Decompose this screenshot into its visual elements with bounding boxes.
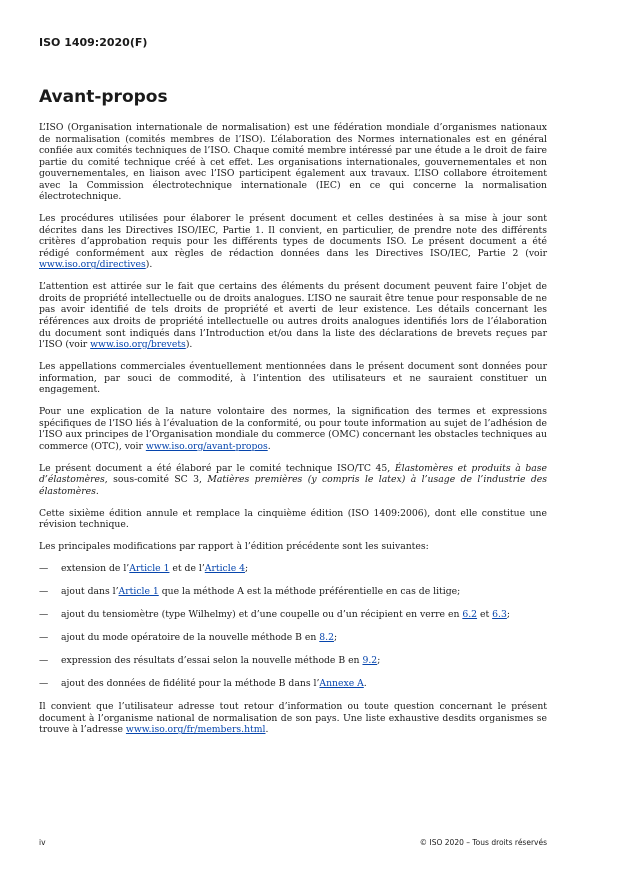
paragraph-changes-intro: Les principales modifications par rapport à l’édition précédente sont les suivantes: xyxy=(39,541,429,553)
changes-list xyxy=(39,563,547,690)
paragraph-text: Les procédures utilisées pour élaborer le présent document et celles destinées à sa mise à jour sont décrites dans les Directives ISO/IEC, Partie 1. Il convient, en particulier, de prendre note des différents critères d’approbation requis pour les différents types de documents ISO. Le présent document a été rédigé conformément aux règles de rédaction données dans les Directives ISO/IEC, Partie 2 (voir xyxy=(39,213,547,259)
article-1-link[interactable]: Article 1 xyxy=(118,586,159,598)
directives-link[interactable]: www.iso.org/directives xyxy=(39,259,146,271)
paragraph-trade-names: Les appellations commerciales éventuellement mentionnées dans le présent document sont données pour information, par souci de commodité, à l’intention des utilisateurs et ne sauraient constituer un engagement. xyxy=(39,361,547,396)
paragraph-end: ). xyxy=(185,339,193,351)
item-text: extension de l’ xyxy=(61,563,130,575)
list-dash: — xyxy=(39,632,49,644)
section-9-2-link[interactable]: 9.2 xyxy=(362,655,378,667)
item-text: et de l’ xyxy=(169,563,205,575)
paragraph-end: ). xyxy=(145,259,153,271)
paragraph-text: , sous-comité SC 3, xyxy=(104,474,208,486)
list-dash: — xyxy=(39,678,49,690)
item-text: et xyxy=(477,609,493,621)
item-text: expression des résultats d’essai selon la nouvelle méthode B en xyxy=(61,655,363,667)
committee-title: Élastomères et produits à base d’élastomères xyxy=(39,462,547,486)
paragraph-iso-intro: L’ISO (Organisation internationale de normalisation) est une fédération mondiale d’organismes nationaux de normalisation (comités membres de l’ISO). L’élaboration des Normes internationales est en général confiée aux comités techniques de l’ISO. Chaque comité membre intéressé par une étude a le droit de faire partie du comité technique créé à cet effet. Les organisations internationales, gouvernementales et non gouvernementales, en liaison avec l’ISO participent également aux travaux. L’ISO collabore étroitement avec la Commission électrotechnique internationale (IEC) en ce qui concerne la normalisation électrotechnique. xyxy=(39,122,547,203)
item-text: ; xyxy=(506,609,510,621)
item-text: ajout dans l’ xyxy=(61,586,119,598)
paragraph-end: . xyxy=(265,724,269,736)
item-text: . xyxy=(363,678,367,690)
paragraph-directives xyxy=(39,213,547,271)
item-text: que la méthode A est la méthode préférentielle en cas de litige; xyxy=(158,586,461,598)
subcommittee-title: Matières premières (y compris le latex) à l’usage de l’industrie des élastomères xyxy=(39,474,547,497)
item-text: ajout des données de fidélité pour la méthode B dans l’ xyxy=(61,678,320,690)
list-item xyxy=(39,678,547,690)
copyright-notice: © ISO 2020 – Tous droits réservés xyxy=(419,838,547,847)
list-item xyxy=(39,655,547,667)
list-item-text xyxy=(61,586,460,598)
list-item xyxy=(39,563,547,575)
article-4-link[interactable]: Article 4 xyxy=(204,563,245,575)
article-1-link[interactable]: Article 1 xyxy=(129,563,170,575)
list-item-text xyxy=(61,632,337,644)
list-item xyxy=(39,632,547,644)
list-item-text xyxy=(61,563,248,575)
item-text: ajout du mode opératoire de la nouvelle méthode B en xyxy=(61,632,320,644)
paragraph-end: . xyxy=(95,485,99,497)
item-text: ; xyxy=(333,632,338,644)
list-item-text xyxy=(61,655,380,667)
paragraph-voluntary-nature xyxy=(39,406,547,452)
foreword-link[interactable]: www.iso.org/avant-propos xyxy=(145,440,268,452)
foreword-body xyxy=(39,122,547,746)
members-link[interactable]: www.iso.org/fr/members.html xyxy=(125,724,266,736)
paragraph-committee xyxy=(39,463,547,498)
section-6-2-link[interactable]: 6.2 xyxy=(462,609,478,621)
paragraph-text: L’attention est attirée sur le fait que certains des éléments du présent document peuvent faire l’objet de droits de propriété intellectuelle ou de droits analogues. L’ISO ne saurait être tenue pour responsable de ne pas avoir identifié de tels droits de propriété et averti de leur existence. Les détails concernant les références aux droits de propriété intellectuelle ou autres droits analogues identifiés lors de l’élaboration du document sont indiqués dans l’Introduction et/ou dans la liste des déclarations de brevets reçues par l’ISO (voir xyxy=(39,281,547,351)
paragraph-patents xyxy=(39,281,547,350)
paragraph-edition: Cette sixième édition annule et remplace la cinquième édition (ISO 1409:2006), dont elle constitue une révision technique. xyxy=(39,507,547,531)
paragraph-feedback xyxy=(39,701,547,736)
list-dash: — xyxy=(39,586,49,598)
list-item-text xyxy=(61,678,367,690)
page-footer xyxy=(39,838,547,847)
section-title: Avant-propos xyxy=(39,87,168,107)
paragraph-text: Le présent document a été élaboré par le comité technique ISO/TC 45, xyxy=(39,462,395,474)
patents-link[interactable]: www.iso.org/brevets xyxy=(90,339,186,351)
annex-a-link[interactable]: Annexe A xyxy=(319,678,364,690)
section-6-3-link[interactable]: 6.3 xyxy=(492,609,507,621)
document-id: ISO 1409:2020(F) xyxy=(39,36,148,49)
list-item xyxy=(39,609,547,621)
list-item xyxy=(39,586,547,598)
paragraph-text: Il convient que l’utilisateur adresse tout retour d’information ou toute question concernant le présent document à l’organisme national de normalisation de son pays. Une liste exhaustive desdits organismes se trouve à l’adresse xyxy=(39,701,547,736)
item-text: ; xyxy=(245,563,249,575)
list-dash: — xyxy=(39,563,49,575)
list-dash: — xyxy=(39,655,49,667)
item-text: ; xyxy=(377,655,381,667)
section-8-2-link[interactable]: 8.2 xyxy=(319,632,334,644)
item-text: ajout du tensiomètre (type Wilhelmy) et d’une coupelle ou d’un récipient en verre en xyxy=(61,609,463,621)
list-dash: — xyxy=(39,609,49,621)
paragraph-end: . xyxy=(267,440,271,452)
page-number: iv xyxy=(39,838,46,847)
list-item-text xyxy=(61,609,510,621)
paragraph-text: Pour une explication de la nature volontaire des normes, la signification des termes et expressions spécifiques de l’ISO liés à l’évaluation de la conformité, ou pour toute information au sujet de l’adhésion de l’ISO aux principes de l’Organisation mondiale du commerce (OMC) concernant les obstacles techniques au commerce (OTC), voir xyxy=(39,406,547,452)
